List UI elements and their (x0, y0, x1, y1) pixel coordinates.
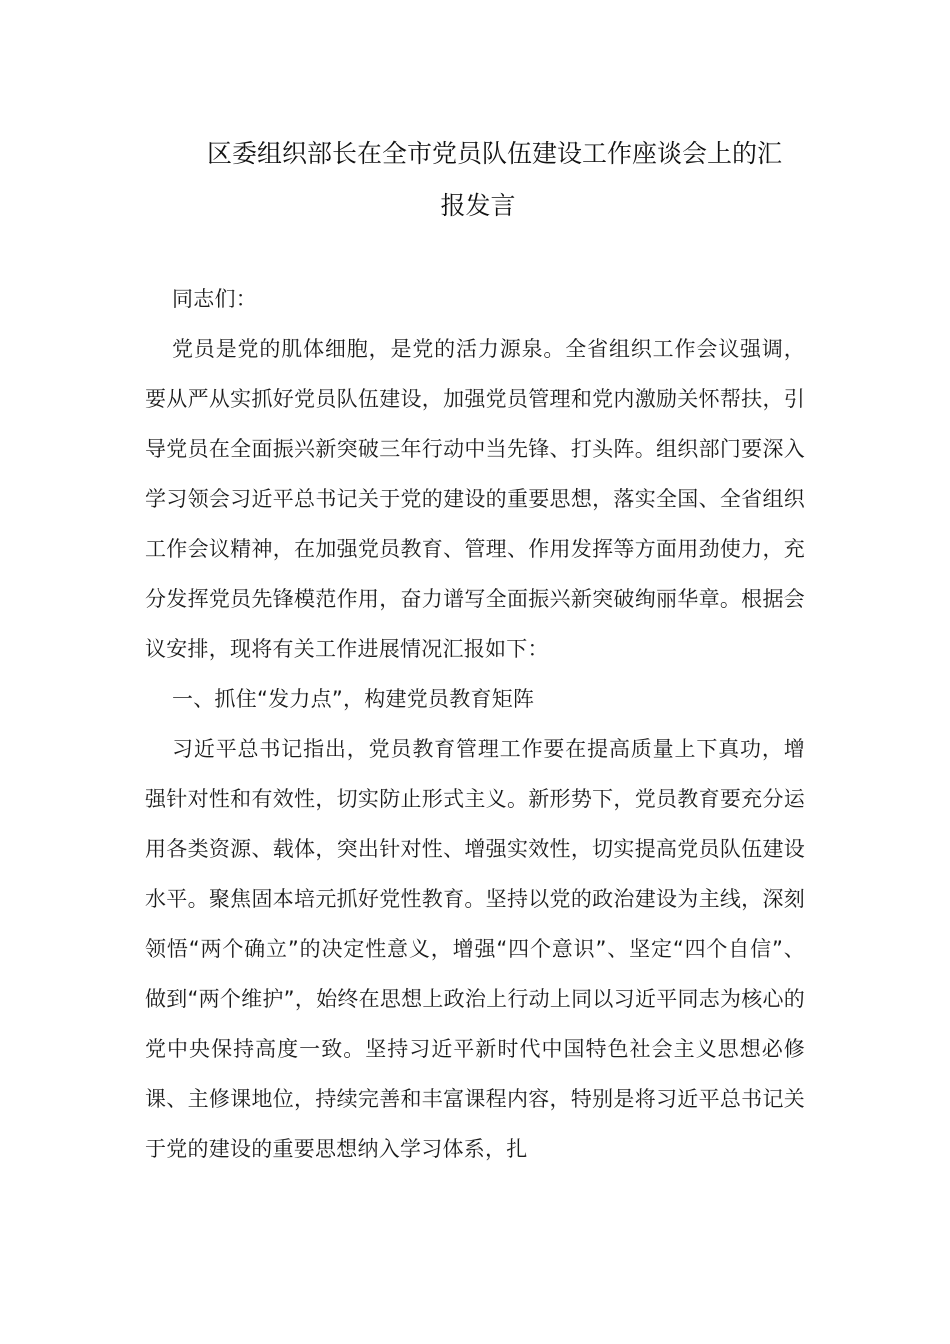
title-line-2: 报发言 (440, 191, 516, 220)
title-line-1: 区委组织部长在全市党员队伍建设工作座谈会上的汇 (207, 139, 783, 168)
section-heading-1: 一、抓住“发力点”，构建党员教育矩阵 (172, 687, 535, 711)
greeting: 同志们： (172, 287, 257, 311)
document-title (145, 128, 805, 232)
paragraph-intro: 党员是党的肌体细胞，是党的活力源泉。全省组织工作会议强调，要从严从实抓好党员队伍建设，加强党员管理和党内激励关怀帮扶，引导党员在全面振兴新突破三年行动中当先锋、打头阵。组织部门要深入学习领会习近平总书记关于党的建设的重要思想，落实全国、全省组织工作会议精神，在加强党员教育、管理、作用发挥等方面用劲使力，充分发挥党员先锋模范作用，奋力谱写全面振兴新突破绚丽华章。根据会议安排，现将有关工作进展情况汇报如下： (145, 337, 805, 661)
document-body (145, 274, 805, 1174)
paragraph-section-1: 习近平总书记指出，党员教育管理工作要在提高质量上下真功，增强针对性和有效性，切实防止形式主义。新形势下，党员教育要充分运用各类资源、载体，突出针对性、增强实效性，切实提高党员队伍建设水平。聚焦固本培元抓好党性教育。坚持以党的政治建设为主线，深刻领悟“两个确立”的决定性意义，增强“四个意识”、坚定“四个自信”、做到“两个维护”，始终在思想上政治上行动上同以习近平同志为核心的党中央保持高度一致。坚持习近平新时代中国特色社会主义思想必修课、主修课地位，持续完善和丰富课程内容，特别是将习近平总书记关于党的建设的重要思想纳入学习体系，扎 (145, 737, 805, 1161)
